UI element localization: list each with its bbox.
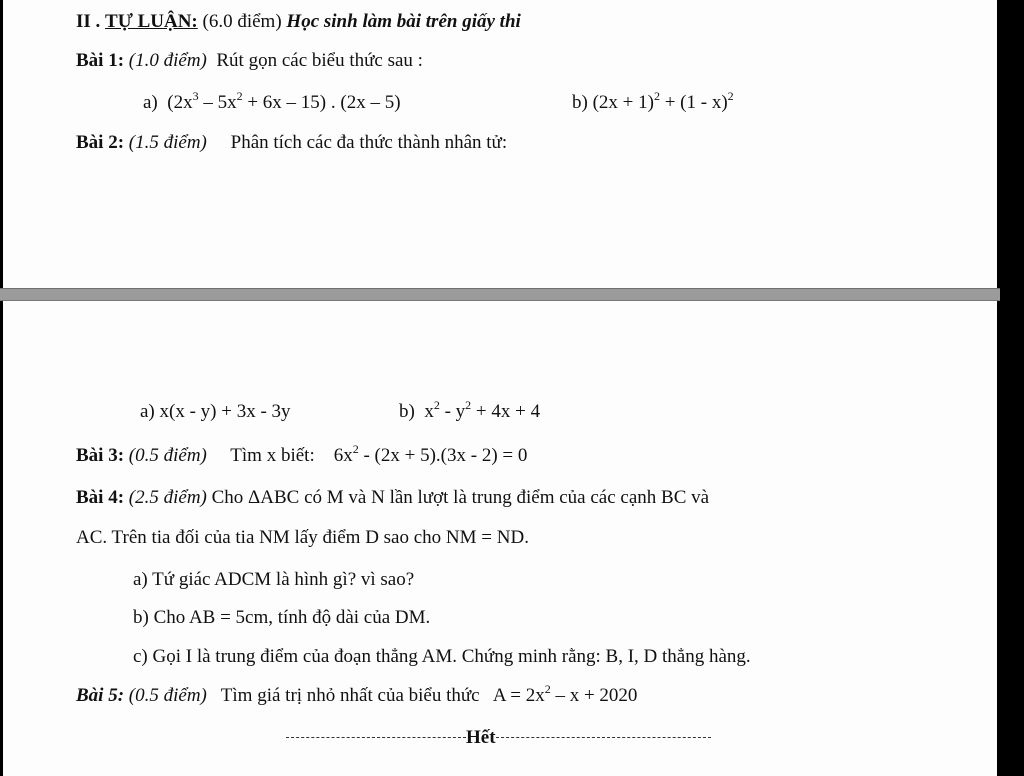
bai1-part-a <box>143 91 401 115</box>
bai2-b-p2: - y <box>439 401 466 422</box>
bai2-a-expr: x(x - y) + 3x - 3y <box>159 401 291 422</box>
bai1-a-e1: 3 <box>192 89 199 103</box>
bai1-b-p1: (2x + 1) <box>592 92 654 113</box>
bai2-b-p1: x <box>424 401 434 422</box>
bai3-p1: 6x <box>333 445 353 466</box>
bai1-text: Rút gọn các biểu thức sau : <box>216 50 423 71</box>
bai1-a-e2: 2 <box>236 89 243 103</box>
bai4-line1 <box>76 486 709 510</box>
bai4-part-c: c) Gọi I là trung điểm của đoạn thẳng AM. Chứng minh rằng: B, I, D thẳng hàng. <box>133 646 751 667</box>
bai1-a-p2: – 5x <box>198 92 237 113</box>
bai2-b-e1: 2 <box>433 398 440 412</box>
bai2-label: Bài 2: <box>76 132 125 153</box>
page-bottom-section <box>3 301 997 776</box>
bai4-label: Bài 4: <box>76 487 125 508</box>
section-number: II . <box>76 11 101 32</box>
screenshot-divider <box>0 288 1000 301</box>
page-top-section <box>3 0 997 288</box>
bai2-part-a <box>140 400 291 424</box>
bai2-points: (1.5 điểm) <box>128 132 207 153</box>
bai5-e1: 2 <box>544 682 551 696</box>
bai3-label: Bài 3: <box>76 445 125 466</box>
bai1-label: Bài 1: <box>76 50 125 71</box>
bai2-heading <box>76 131 507 155</box>
bai3-points: (0.5 điểm) <box>128 445 207 466</box>
bai5-label: Bài 5: <box>76 685 125 706</box>
bai5-points: (0.5 điểm) <box>128 685 207 706</box>
footer-dash-left <box>286 737 466 738</box>
bai3-p2: - (2x + 5).(3x - 2) = 0 <box>358 445 528 466</box>
bai1-heading <box>76 49 423 73</box>
bai1-a-p3: + 6x – 15) . (2x – 5) <box>242 92 401 113</box>
bai1-b-p2: + (1 - x) <box>659 92 728 113</box>
bai2-b-label: b) <box>399 401 415 422</box>
section-title: TỰ LUẬN: <box>105 11 198 32</box>
bai3-line <box>76 444 527 468</box>
section-header <box>76 10 521 34</box>
bai1-b-e1: 2 <box>653 89 660 103</box>
bai1-b-e2: 2 <box>727 89 734 103</box>
section-points: (6.0 điểm) <box>202 11 282 32</box>
bai1-a-label: a) <box>143 92 158 113</box>
bai2-part-b <box>399 400 540 424</box>
bai2-b-p3: + 4x + 4 <box>471 401 541 422</box>
bai4-line2: AC. Trên tia đối của tia NM lấy điểm D sao cho NM = ND. <box>76 527 529 548</box>
bai2-text: Phân tích các đa thức thành nhân tử: <box>230 132 508 153</box>
bai3-text: Tìm x biết: <box>230 445 315 466</box>
bai1-points: (1.0 điểm) <box>128 50 207 71</box>
footer-text: Hết <box>466 727 496 748</box>
bai2-a-label: a) <box>140 401 155 422</box>
bai2-b-e2: 2 <box>465 398 472 412</box>
bai4-line1-text: Cho ΔABC có M và N lần lượt là trung điểm của các cạnh BC và <box>211 487 710 508</box>
bai5-p1: A = 2x <box>492 685 545 706</box>
footer-dash-right <box>496 737 711 738</box>
bai4-part-b: b) Cho AB = 5cm, tính độ dài của DM. <box>133 607 431 628</box>
bai1-a-p1: (2x <box>167 92 193 113</box>
bai3-e1: 2 <box>352 442 359 456</box>
bai5-line <box>76 684 637 708</box>
bai5-p2: – x + 2020 <box>550 685 638 706</box>
footer-end <box>286 726 711 750</box>
bai4-points: (2.5 điểm) <box>128 487 207 508</box>
bai1-b-label: b) <box>572 92 588 113</box>
bai4-part-a: a) Tứ giác ADCM là hình gì? vì sao? <box>133 569 415 590</box>
bai5-text: Tìm giá trị nhỏ nhất của biểu thức <box>220 685 480 706</box>
section-note: Học sinh làm bài trên giấy thi <box>286 11 521 32</box>
bai1-part-b <box>572 91 734 115</box>
